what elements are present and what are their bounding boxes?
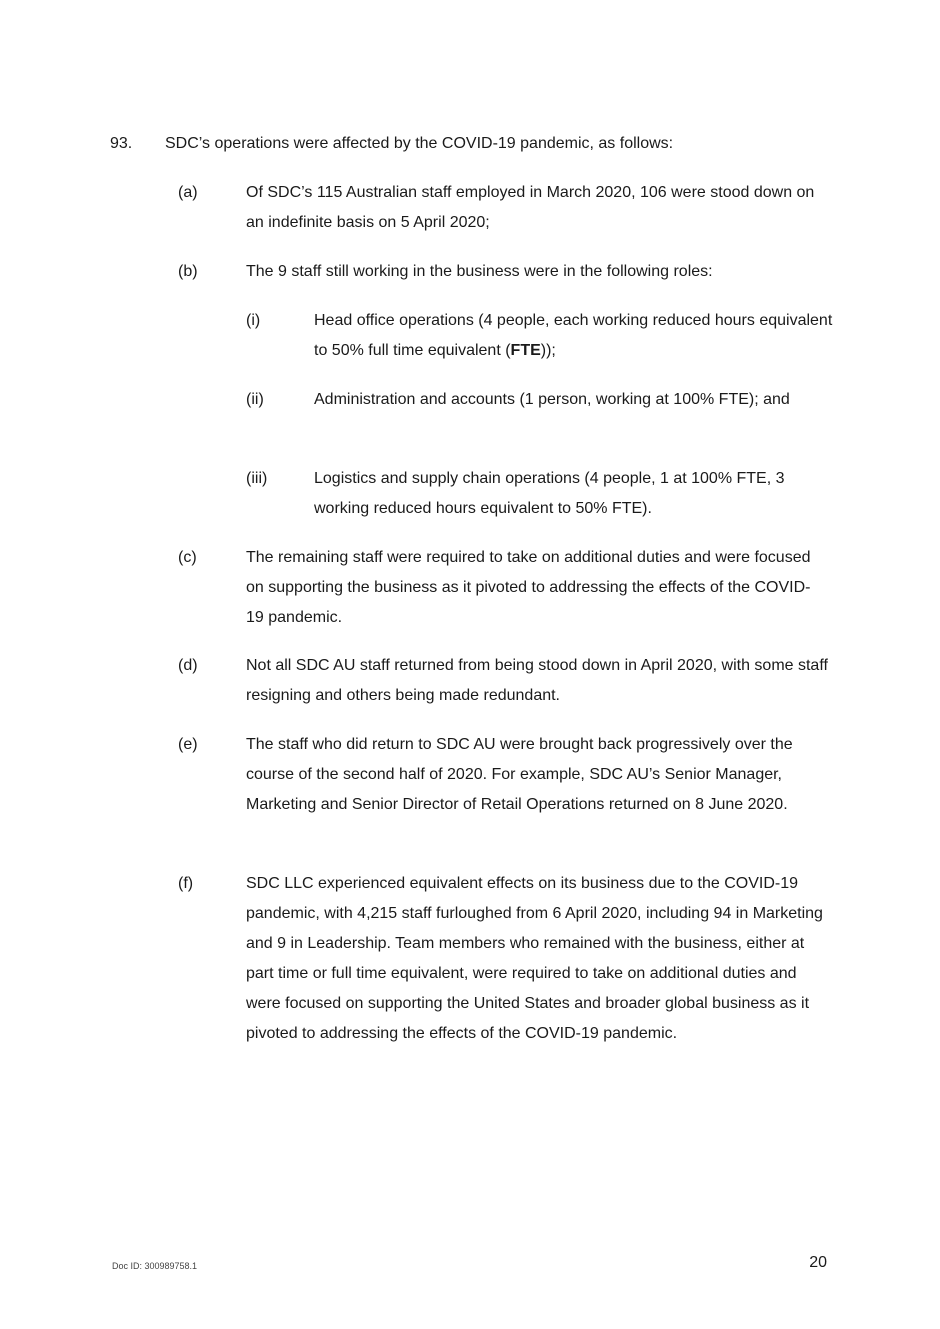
- footer-doc-id: Doc ID: 300989758.1: [112, 1261, 198, 1271]
- fte-defined-term: FTE: [510, 342, 541, 359]
- subitem-label-iii: (iii): [246, 470, 268, 487]
- item-label-d: (d): [178, 657, 198, 674]
- page-number: 20: [809, 1254, 827, 1271]
- subitem-text-iii: Logistics and supply chain operations (4 people, 1 at 100% FTE, 3 working reduced hours equivalent to 50% FTE).: [314, 470, 785, 517]
- item-text-f: SDC LLC experienced equivalent effects on its business due to the COVID-19 pandemic, with 4,215 staff furloughed from 6 April 2020, including 94 in Marketing and 9 in Leadership. Team members who remained with the business, either at part time or full time equivalent, were required to take on additional duties and were focused on supporting the United States and broader global business as it pivoted to addressing the effects of the COVID-19 pandemic.: [246, 875, 823, 1042]
- item-text-b: The 9 staff still working in the business were in the following roles:: [246, 263, 713, 280]
- item-label-f: (f): [178, 875, 194, 892]
- subitem-label-ii: (ii): [246, 391, 264, 408]
- subitem-text-i: Head office operations (4 people, each working reduced hours equivalent to 50% full time equivalent (FTE));: [314, 312, 833, 359]
- subitem-label-i: (i): [246, 312, 261, 329]
- item-text-c: The remaining staff were required to take on additional duties and were focused on supporting the business as it pivoted to addressing the effects of the COVID-19 pandemic.: [246, 549, 811, 626]
- paragraph-text: SDC’s operations were affected by the COVID-19 pandemic, as follows:: [165, 135, 674, 152]
- item-text-d: Not all SDC AU staff returned from being stood down in April 2020, with some staff resigning and others being made redundant.: [246, 657, 828, 704]
- item-label-b: (b): [178, 263, 198, 280]
- item-text-e: The staff who did return to SDC AU were brought back progressively over the course of the second half of 2020. For example, SDC AU’s Senior Manager, Marketing and Senior Director of Retail Operations returned on 8 June 2020.: [246, 736, 793, 813]
- item-text-a: Of SDC’s 115 Australian staff employed in March 2020, 106 were stood down on an indefinite basis on 5 April 2020;: [246, 184, 815, 231]
- item-label-c: (c): [178, 549, 197, 566]
- paragraph-number: 93.: [110, 135, 133, 152]
- item-label-a: (a): [178, 184, 198, 201]
- subitem-text-ii: Administration and accounts (1 person, working at 100% FTE); and: [314, 391, 790, 408]
- item-label-e: (e): [178, 736, 198, 753]
